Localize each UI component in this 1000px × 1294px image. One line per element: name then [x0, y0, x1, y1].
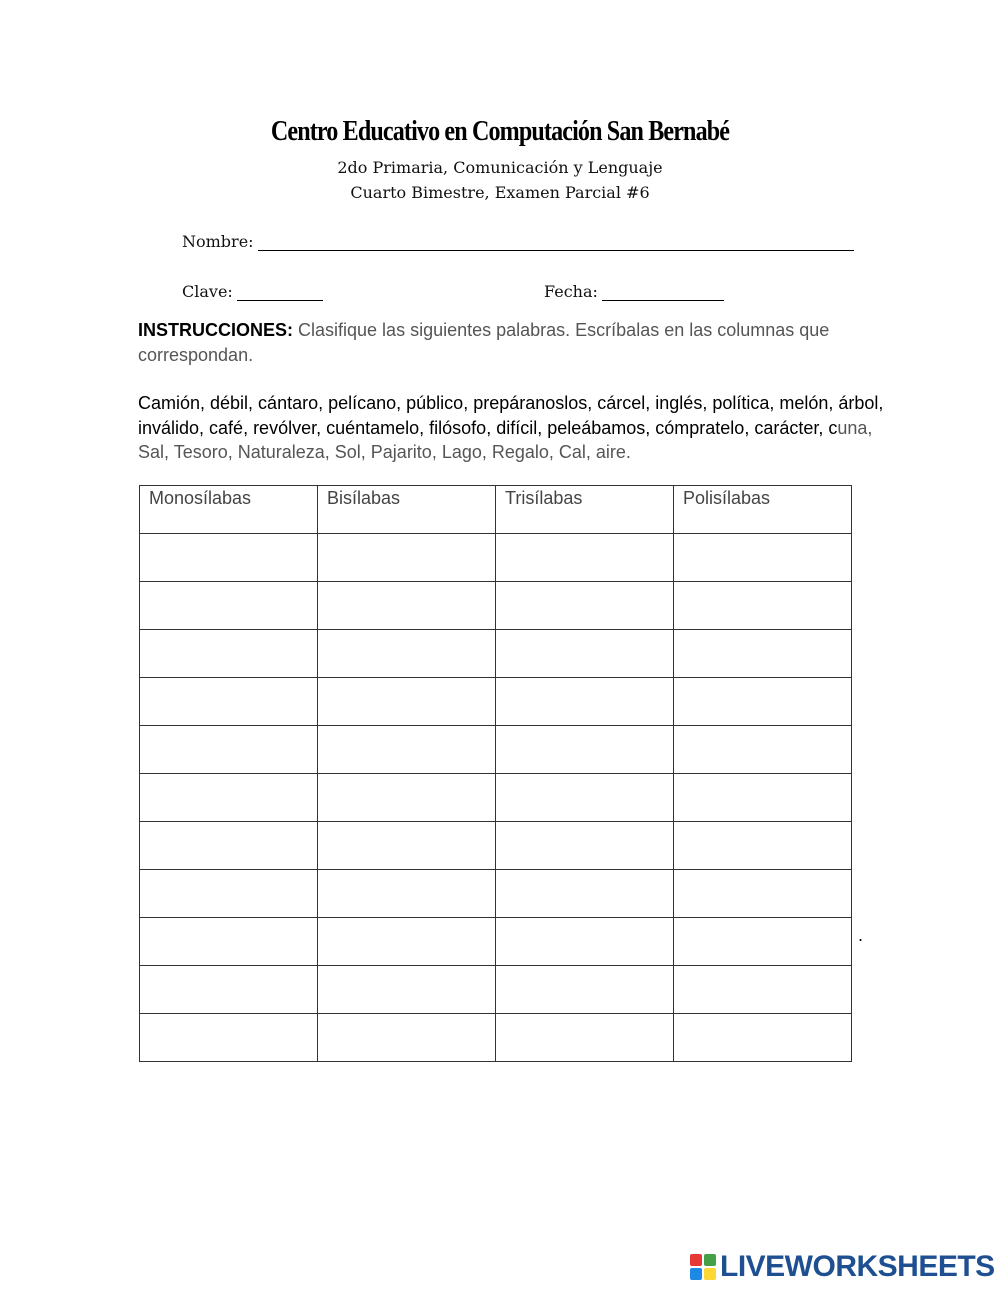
logo-square-2	[704, 1254, 716, 1266]
table-cell[interactable]	[674, 1014, 852, 1062]
table-cell[interactable]	[140, 774, 318, 822]
stray-dot: .	[858, 925, 864, 945]
table-row	[140, 678, 852, 726]
table-cell[interactable]	[674, 822, 852, 870]
table-cell[interactable]	[318, 774, 496, 822]
table-row	[140, 966, 852, 1014]
table-cell[interactable]	[318, 534, 496, 582]
table-cell[interactable]	[496, 630, 674, 678]
fecha-blank[interactable]	[602, 282, 724, 301]
word-list-gray: una, Sal, Tesoro, Naturaleza, Sol, Pajarito, Lago, Regalo, Cal, aire.	[138, 417, 873, 462]
table-cell[interactable]	[318, 918, 496, 966]
table-cell[interactable]	[318, 678, 496, 726]
table-cell[interactable]	[674, 774, 852, 822]
clave-field	[182, 282, 323, 301]
table-cell[interactable]	[674, 726, 852, 774]
subtitle-exam: Cuarto Bimestre, Examen Parcial #6	[350, 183, 650, 202]
table-row	[140, 918, 852, 966]
logo-square-3	[690, 1268, 702, 1280]
table-cell[interactable]	[140, 1014, 318, 1062]
table-cell[interactable]	[140, 534, 318, 582]
liveworksheets-wordmark: LIVEWORKSHEETS	[720, 1250, 995, 1283]
table-cell[interactable]	[318, 870, 496, 918]
classification-table	[139, 485, 852, 1062]
logo-square-4	[704, 1268, 716, 1280]
table-cell[interactable]	[140, 822, 318, 870]
instructions-label: INSTRUCCIONES:	[138, 320, 294, 340]
table-cell[interactable]	[496, 534, 674, 582]
nombre-label: Nombre:	[182, 232, 254, 251]
table-cell[interactable]	[496, 678, 674, 726]
table-cell[interactable]	[140, 582, 318, 630]
table-cell[interactable]	[496, 822, 674, 870]
logo-square-1	[690, 1254, 702, 1266]
table-cell[interactable]	[318, 822, 496, 870]
liveworksheets-icon	[690, 1254, 716, 1280]
fecha-field	[544, 282, 724, 301]
table-cell[interactable]	[674, 630, 852, 678]
table-cell[interactable]	[318, 582, 496, 630]
nombre-field	[182, 232, 854, 251]
table-cell[interactable]	[496, 966, 674, 1014]
table-row	[140, 774, 852, 822]
nombre-blank[interactable]	[258, 232, 854, 251]
table-row	[140, 870, 852, 918]
table-cell[interactable]	[674, 678, 852, 726]
table-header-row	[140, 486, 852, 534]
table-cell[interactable]	[674, 870, 852, 918]
table-cell[interactable]	[318, 966, 496, 1014]
liveworksheets-logo	[690, 1250, 995, 1284]
table-cell[interactable]	[674, 534, 852, 582]
word-list	[138, 391, 908, 465]
table-cell[interactable]	[318, 726, 496, 774]
fecha-label: Fecha:	[544, 282, 598, 301]
table-cell[interactable]	[140, 918, 318, 966]
table-row	[140, 630, 852, 678]
table-row	[140, 582, 852, 630]
table-cell[interactable]	[496, 774, 674, 822]
table-cell[interactable]	[318, 1014, 496, 1062]
document-title: Centro Educativo en Computación San Bernabé	[270, 116, 730, 147]
table-cell[interactable]	[496, 918, 674, 966]
instructions-text: Clasifique las siguientes palabras. Escríbalas en las columnas que correspondan.	[138, 320, 830, 365]
header-trisilabas: Trisílabas	[496, 486, 674, 534]
subtitle-course: 2do Primaria, Comunicación y Lenguaje	[337, 158, 663, 177]
table-row	[140, 1014, 852, 1062]
word-list-black: Camión, débil, cántaro, pelícano, público, prepáranoslos, cárcel, inglés, política, melón, árbol, inválido, café, revólver, cuéntamelo, filósofo, difícil, peleábamos, cómpratelo, carácter, c	[138, 393, 884, 438]
table-cell[interactable]	[674, 918, 852, 966]
table-cell[interactable]	[496, 582, 674, 630]
table-cell[interactable]	[318, 630, 496, 678]
table-cell[interactable]	[496, 726, 674, 774]
table-cell[interactable]	[140, 966, 318, 1014]
table-cell[interactable]	[140, 678, 318, 726]
table-cell[interactable]	[496, 1014, 674, 1062]
header-bisilabas: Bisílabas	[318, 486, 496, 534]
header-monosilabas: Monosílabas	[140, 486, 318, 534]
table-row	[140, 534, 852, 582]
header-polisilabas: Polisílabas	[674, 486, 852, 534]
instructions	[138, 318, 908, 367]
table-cell[interactable]	[674, 582, 852, 630]
table-cell[interactable]	[674, 966, 852, 1014]
clave-label: Clave:	[182, 282, 233, 301]
table-cell[interactable]	[140, 726, 318, 774]
table-cell[interactable]	[140, 630, 318, 678]
table-cell[interactable]	[140, 870, 318, 918]
table-row	[140, 822, 852, 870]
table-row	[140, 726, 852, 774]
table-cell[interactable]	[496, 870, 674, 918]
clave-blank[interactable]	[237, 282, 323, 301]
